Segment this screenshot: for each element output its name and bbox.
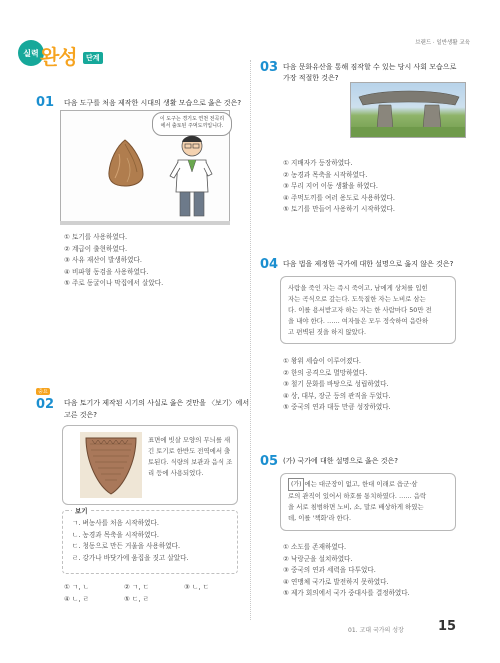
level-logo-tag: 단계 (83, 52, 103, 64)
blackboard-tray (60, 221, 230, 225)
bogi-item: ㄱ. 벼농사를 처음 시작하였다. (72, 519, 159, 527)
option[interactable]: ⑤ 제가 회의에서 국가 중대사를 결정하였다. (283, 589, 410, 597)
option[interactable]: ③ 중국의 연과 세력을 다투었다. (283, 566, 376, 574)
options-05 (283, 542, 410, 600)
column-divider (250, 60, 251, 620)
question-text-03-line2: 가장 적절한 것은? (283, 74, 339, 82)
answer-option[interactable]: ⑤ ㄷ, ㄹ (124, 595, 149, 603)
answer-option[interactable]: ③ ㄴ, ㄷ (184, 583, 209, 591)
bogi-items (72, 518, 189, 564)
artifact-description: 표면에 빗살 모양의 무늬를 새 긴 토기로 한반도 전역에서 출 토된다. 식량의 보관과 음식 조 리 등에 사용되었다. (148, 436, 233, 477)
options-03 (283, 158, 395, 216)
bogi-item: ㄷ. 청동으로 만든 거울을 사용하였다. (72, 542, 181, 550)
question-number-01: 01 (36, 95, 55, 110)
comb-pattern-pottery-image (80, 432, 142, 498)
source-text-04: 사람을 죽인 자는 즉시 죽이고, 남에게 상처를 입힌 자는 곡식으로 갚는다. 도둑질한 자는 노비로 삼는 다. 이를 용서받고자 하는 자는 한 사람마다 50만 전 을 내야 한다. …… 여자들은 모두 정숙하여 음란하 고 편벽된 짓을 하지 않았다. (288, 284, 432, 336)
question-number-05: 05 (260, 454, 279, 469)
option[interactable]: ④ 상, 대부, 장군 등의 관직을 두었다. (283, 391, 391, 400)
option[interactable]: ⑤ 토기를 만들어 사용하기 시작하였다. (283, 205, 395, 213)
answer-option[interactable]: ④ ㄴ, ㄹ (64, 595, 89, 603)
option[interactable]: ⑤ 주로 동굴이나 막집에서 살았다. (64, 279, 164, 287)
option[interactable]: ② 낙랑군을 설치하였다. (283, 554, 353, 563)
option[interactable]: ③ 철기 문화를 바탕으로 성립하였다. (283, 380, 389, 388)
option[interactable]: ① 왕위 세습이 이루어졌다. (283, 357, 361, 365)
hand-axe-image (105, 138, 147, 188)
question-number-04: 04 (260, 257, 279, 272)
bogi-item: ㄴ. 농경과 목축을 시작하였다. (72, 530, 159, 539)
level-logo-title: 완성 (40, 45, 77, 69)
answer-option[interactable]: ① ㄱ, ㄴ (64, 583, 89, 591)
option[interactable]: ④ 연맹체 국가로 발전하지 못하였다. (283, 577, 389, 586)
question-text-02-line2: 고른 것은? (64, 411, 97, 419)
source-text-05: (가) 에는 대군장이 없고, 한대 이래로 읍군·삼 로의 관직이 있어서 하호를 통치하였다. …… 음락 을 서로 침범하면 노비, 소, 말로 배상하게 하였는 데, 이를 '책화'라 한다. (288, 480, 427, 522)
options-04 (283, 356, 391, 414)
important-badge: 중요 (38, 389, 48, 395)
speech-bubble: 이 도구는 경기도 연천 전곡리에서 출토된 주먹도끼입니다. (152, 112, 232, 136)
option[interactable]: ③ 사유 재산이 발생하였다. (64, 256, 142, 264)
teacher-illustration (168, 132, 216, 218)
option[interactable]: ① 소도를 존재하였다. (283, 543, 347, 551)
question-number-02: 02 (36, 397, 55, 412)
option[interactable]: ④ 주먹도끼를 여러 용도로 사용하였다. (283, 193, 395, 202)
option[interactable]: ② 한의 공격으로 멸망하였다. (283, 368, 368, 377)
question-text-03: 다음 문화유산을 통해 짐작할 수 있는 당시 사회 모습으로 (283, 63, 457, 71)
option[interactable]: ② 계급이 출현하였다. (64, 244, 128, 253)
option[interactable]: ① 토기를 사용하였다. (64, 233, 128, 241)
header-section-label: 브랜드 · 일반생활 교육 (415, 40, 470, 46)
option[interactable]: ④ 비파형 동검을 사용하였다. (64, 267, 149, 276)
question-number-03: 03 (260, 60, 279, 75)
option[interactable]: ⑤ 중국의 연과 대등 만큼 성장하였다. (283, 403, 391, 411)
options-01 (64, 232, 163, 290)
question-text-02: 다음 토기가 제작된 시기의 사실로 옳은 것만을 〈보기〉에서 (64, 399, 250, 407)
option[interactable]: ② 농경과 목축을 시작하였다. (283, 170, 368, 179)
page-number: 15 (438, 619, 457, 634)
answer-option[interactable]: ② ㄱ, ㄷ (124, 583, 149, 591)
option[interactable]: ③ 무리 지어 이동 생활을 하였다. (283, 182, 378, 190)
dolmen-image (350, 82, 466, 138)
bogi-item: ㄹ. 강가나 바닷가에 움집을 짓고 살았다. (72, 553, 189, 562)
bogi-label: 보기 (72, 506, 91, 515)
option[interactable]: ① 지배자가 등장하였다. (283, 159, 353, 167)
question-text-01: 다음 도구를 처음 제작한 시대의 생활 모습으로 옳은 것은? (64, 99, 242, 107)
question-text-05: (가) 국가에 대한 설명으로 옳은 것은? (283, 457, 398, 465)
level-logo-circle: 실력 (18, 40, 44, 66)
footer-chapter-title: 01. 고대 국가의 성장 (348, 627, 404, 634)
ga-label: (가) (288, 478, 304, 491)
question-text-04: 다음 법을 제정한 국가에 대한 설명으로 옳지 않은 것은? (283, 260, 454, 268)
